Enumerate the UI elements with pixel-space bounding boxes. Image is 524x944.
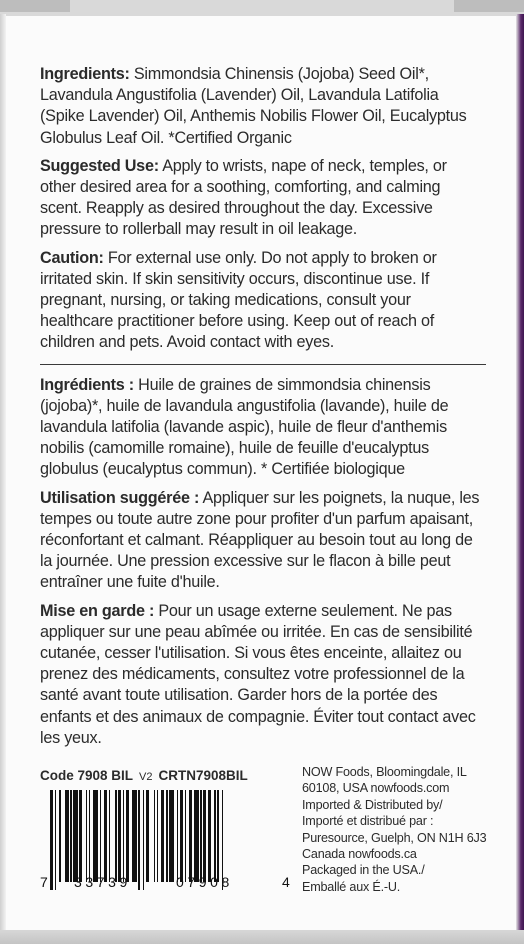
suggested-use-fr <box>40 488 486 594</box>
product-codes <box>40 768 300 783</box>
address-line: Canada nowfoods.ca <box>302 847 417 862</box>
box-left-edge <box>0 14 6 944</box>
barcode-digit-group-1: 7 <box>40 874 52 890</box>
caution-en-heading: Caution: <box>40 248 104 267</box>
box-bottom-edge <box>0 930 524 944</box>
address-line: Imported & Distributed by/ <box>302 797 443 812</box>
caution-fr-text: Pour un usage externe seulement. Ne pas appliquer sur une peau abîmée ou irritée. En cas de sensibilité cutanée, cesser l'utilisation. Si vous êtes enceinte, allaitez ou prenez des médicaments, consultez votre professionnel de la santé avant toute utilisation. Garder hors de la portée des enfants et des animaux de compagnie. Éviter tout contact avec les yeux. <box>40 601 476 747</box>
barcode-bar <box>223 790 228 882</box>
barcode-bars <box>50 790 280 882</box>
upc-barcode <box>40 790 294 900</box>
suggested-use-fr-text: Appliquer sur les poignets, la nuque, les tempes ou toute autre zone pour profiter d'un parfum apaisant, réconfortant et calmant. Réappliquer au besoin tout au long de la journée. Une pression excessive sur le flacon à bille peut entraîner une fuite d'huile. <box>40 488 480 592</box>
language-divider <box>40 364 486 365</box>
barcode-digit-group-4: 4 <box>282 874 294 890</box>
product-code: Code 7908 BIL <box>40 768 134 783</box>
ingredients-fr-text: Huile de graines de simmondsia chinensis (jojoba)*, huile de lavandula angustifolia (lavande), huile de lavandula latifolia (lavande aspic), huile de fleur d'anthemis nobilis (camomille romaine), huile de feuille d'eucalyptus globulus (eucalyptus commun). * Certifiée biologique <box>40 375 449 479</box>
version-mark: V2 <box>139 771 153 783</box>
caution-fr <box>40 601 486 749</box>
carton-code: CRTN7908BIL <box>158 768 248 783</box>
ingredients-fr-heading: Ingrédients : <box>40 375 134 394</box>
distributor-address <box>302 764 492 895</box>
ingredients-en-text: Simmondsia Chinensis (Jojoba) Seed Oil*, Lavandula Angustifolia (Lavender) Oil, Lavandula Latifolia (Spike Lavender) Oil, Anthemis Nobilis Flower Oil, Eucalyptus Globulus Leaf Oil. *Certified Organic <box>40 65 467 147</box>
box-flap-left <box>0 0 70 12</box>
caution-fr-heading: Mise en garde : <box>40 601 155 620</box>
box-top-edge <box>0 0 524 16</box>
label-footer <box>40 760 486 920</box>
label-text-block <box>40 64 486 756</box>
address-line: NOW Foods, Bloomingdale, IL <box>302 765 467 779</box>
suggested-use-en-text: Apply to wrists, nape of neck, temples, or other desired area for a soothing, comforting, and calming scent. Reapply as desired throughout the day. Excessive pressure to rollerball may result in oil leakage. <box>40 156 447 239</box>
address-line: Puresource, Guelph, ON N1H 6J3 <box>302 830 487 845</box>
barcode-digit-group-2: 33739 <box>74 874 131 890</box>
suggested-use-en <box>40 156 486 241</box>
address-line: Importé et distribué par : <box>302 814 434 829</box>
address-line: 60108, USA nowfoods.com <box>302 781 450 796</box>
address-line: Packaged in the USA./ <box>302 863 425 878</box>
barcode-digit-group-3: 07908 <box>176 874 233 890</box>
box-flap-right <box>454 0 524 12</box>
ingredients-en <box>40 64 486 149</box>
suggested-use-en-heading: Suggested Use: <box>40 156 159 175</box>
address-line: Emballé aux É.-U. <box>302 879 401 894</box>
barcode-digits <box>40 874 294 896</box>
ingredients-fr <box>40 375 486 481</box>
ingredients-en-heading: Ingredients: <box>40 65 130 83</box>
box-right-edge <box>516 14 524 944</box>
caution-en-text: For external use only. Do not apply to broken or irritated skin. If skin sensitivity occurs, discontinue use. If pregnant, nursing, or taking medications, consult your healthcare practitioner before using. Keep out of reach of children and pets. Avoid contact with eyes. <box>40 248 437 352</box>
suggested-use-fr-heading: Utilisation suggérée : <box>40 488 200 507</box>
caution-en <box>40 248 486 354</box>
